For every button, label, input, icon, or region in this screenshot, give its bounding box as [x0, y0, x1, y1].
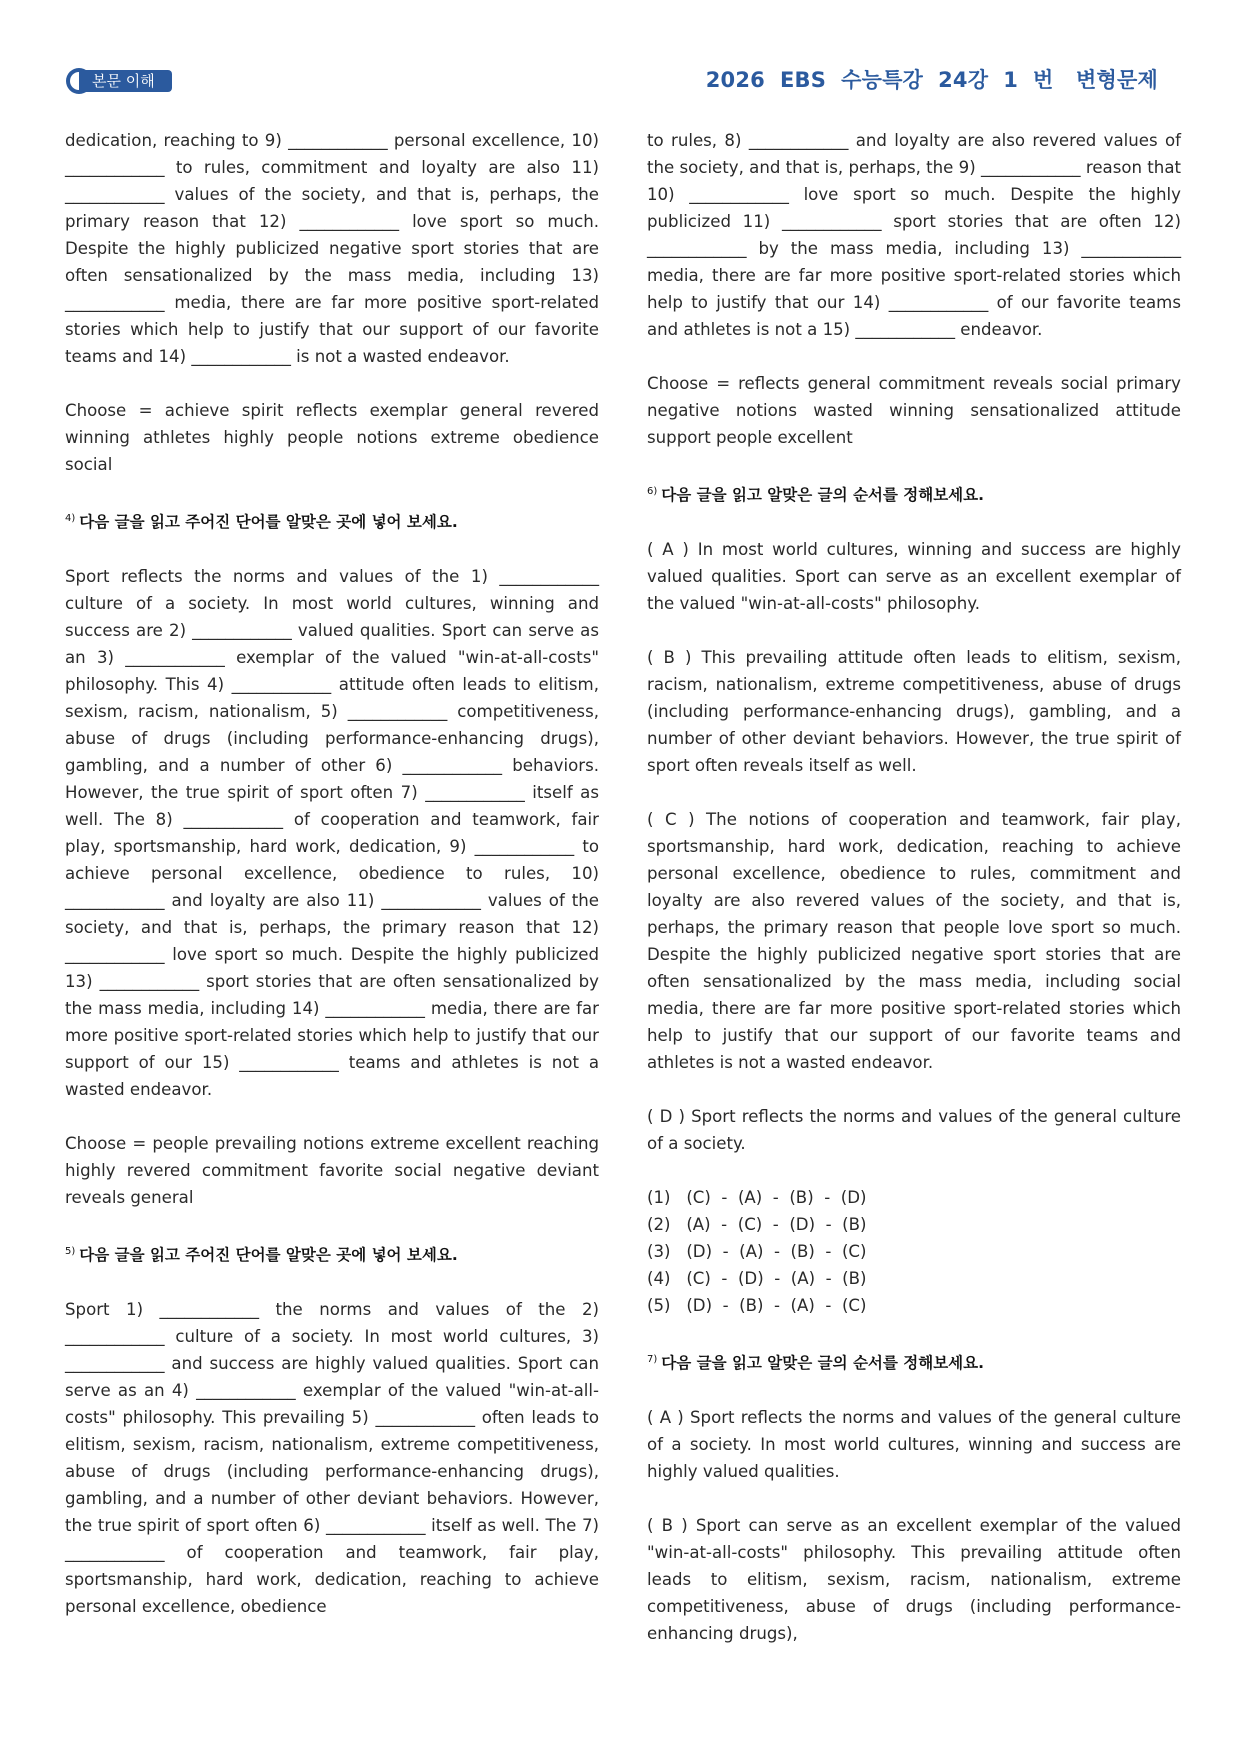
- continued-paragraph: dedication, reaching to 9) ____________ personal excellence, 10) ____________ to rules, commitment and loyalty are also 11) ____________ values of the society, and that is, perhaps, the primary reason that 12) ____________ love sport so much. Despite the highly publicized negative sport stories that are often sensationalized by the mass media, including 13) ____________ media, there are far more positive sport-related stories which help to justify that our support of our favorite teams and 14) ____________ is not a wasted endeavor.: [65, 131, 599, 366]
- continued-paragraph: to rules, 8) ____________ and loyalty are also revered values of the society, and that is, perhaps, the 9) ____________ reason that 10) ____________ love sport so much. Despite the highly publicized 11) ____________ sport stories that are often 12) ____________ by the mass media, including 13) ____________ media, there are far more positive sport-related stories which help to justify that our 14) ____________ of our favorite teams and athletes is not a 15) ____________ endeavor.: [647, 131, 1181, 339]
- passage-part-c: ( C ) The notions of cooperation and teamwork, fair play, sportsmanship, hard work, dedication, reaching to achieve personal excellence, obedience to rules, commitment and loyalty are also revered values of the society, and that is, perhaps, the primary reason that people love sport so much. Despite the highly publicized negative sport stories that are often sensationalized by the mass media, including social media, there are far more positive sport-related stories which help to justify that our support of our favorite teams and athletes is not a wasted endeavor.: [647, 810, 1181, 1073]
- answer-options: [647, 1184, 1181, 1319]
- passage-part-d: ( D ) Sport reflects the norms and values of the general culture of a society.: [647, 1107, 1181, 1154]
- badge-circle-icon: [66, 68, 92, 94]
- question-instruction: 다음 글을 읽고 주어진 단어를 알맞은 곳에 넣어 보세요.: [79, 1246, 458, 1265]
- answer-option[interactable]: (3) (D) - (A) - (B) - (C): [647, 1242, 867, 1262]
- passage-part-b: ( B ) This prevailing attitude often leads to elitism, sexism, racism, nationalism, extreme competitiveness, abuse of drugs (including performance-enhancing drugs), gambling, and a number of other deviant behaviors. However, the true spirit of sport often reveals itself as well.: [647, 648, 1181, 776]
- question-paragraph: Sport reflects the norms and values of the 1) ____________ culture of a society. In most world cultures, winning and success are 2) ____________ valued qualities. Sport can serve as an 3) ____________ exemplar of the valued "win-at-all-costs" philosophy. This 4) ____________ attitude often leads to elitism, sexism, racism, nationalism, 5) ____________ competitiveness, abuse of drugs (including performance-enhancing drugs), gambling, and a number of other 6) ____________ behaviors. However, the true spirit of sport often 7) ____________ itself as well. The 8) ____________ of cooperation and teamwork, fair play, sportsmanship, hard work, dedication, 9) ____________ to achieve personal excellence, obedience to rules, 10) ____________ and loyalty are also 11) ____________ values of the society, and that is, perhaps, the primary reason that 12) ____________ love sport so much. Despite the highly publicized 13) ____________ sport stories that are often sensationalized by the mass media, including 14) ____________ media, there are far more positive sport-related stories which help to justify that our support of our 15) ____________ teams and athletes is not a wasted endeavor.: [65, 567, 599, 1100]
- question-title: [65, 1238, 599, 1269]
- answer-option[interactable]: (5) (D) - (B) - (A) - (C): [647, 1296, 867, 1316]
- question-number: 4): [65, 513, 76, 524]
- answer-option[interactable]: (1) (C) - (A) - (B) - (D): [647, 1188, 867, 1208]
- question-title: [647, 1346, 1181, 1377]
- passage-part-a: ( A ) In most world cultures, winning and success are highly valued qualities. Sport can serve as an excellent exemplar of the valued "win-at-all-costs" philosophy.: [647, 540, 1181, 614]
- word-bank: Choose = achieve spirit reflects exemplar general revered winning athletes highly people notions extreme obedience social: [65, 401, 599, 474]
- question-instruction: 다음 글을 읽고 주어진 단어를 알맞은 곳에 넣어 보세요.: [79, 513, 458, 532]
- question-paragraph: Sport 1) ____________ the norms and values of the 2) ____________ culture of a society. In most world cultures, 3) ____________ and success are highly valued qualities. Sport can serve as an 4) ____________ exemplar of the valued "win-at-all-costs" philosophy. This prevailing 5) ____________ often leads to elitism, sexism, racism, nationalism, extreme competitiveness, abuse of drugs (including performance-enhancing drugs), gambling, and a number of other deviant behaviors. However, the true spirit of sport often 6) ____________ itself as well. The 7) ____________ of cooperation and teamwork, fair play, sportsmanship, hard work, dedication, reaching to achieve personal excellence, obedience: [65, 1300, 599, 1617]
- word-bank: Choose = reflects general commitment reveals social primary negative notions wasted winning sensationalized attitude support people excellent: [647, 374, 1181, 447]
- question-number: 6): [647, 486, 658, 497]
- section-badge: [66, 68, 174, 94]
- right-column: [647, 127, 1181, 1674]
- answer-option[interactable]: (2) (A) - (C) - (D) - (B): [647, 1215, 867, 1235]
- page-title: 2026 EBS 수능특강 24강 1 번 변형문제: [705, 68, 1158, 92]
- question-number: 7): [647, 1354, 658, 1366]
- left-column: [65, 127, 599, 1647]
- question-instruction: 다음 글을 읽고 알맞은 글의 순서를 정해보세요.: [661, 486, 985, 505]
- badge-label: 본문 이해: [92, 72, 155, 90]
- passage-part-a: ( A ) Sport reflects the norms and values of the general culture of a society. In most world cultures, winning and success are highly valued qualities.: [647, 1408, 1181, 1482]
- question-instruction: 다음 글을 읽고 알맞은 글의 순서를 정해보세요.: [661, 1354, 985, 1373]
- question-title: [65, 505, 599, 536]
- answer-option[interactable]: (4) (C) - (D) - (A) - (B): [647, 1269, 867, 1289]
- word-bank: Choose = people prevailing notions extreme excellent reaching highly revered commitment favorite social negative deviant reveals general: [65, 1134, 599, 1208]
- question-title: [647, 478, 1181, 509]
- question-number: 5): [65, 1246, 76, 1258]
- page-header: [0, 0, 1240, 110]
- passage-part-b: ( B ) Sport can serve as an excellent exemplar of the valued "win-at-all-costs" philosophy. This prevailing attitude often leads to elitism, sexism, racism, nationalism, extreme competitiveness, abuse of drugs (including performance-enhancing drugs),: [647, 1516, 1181, 1644]
